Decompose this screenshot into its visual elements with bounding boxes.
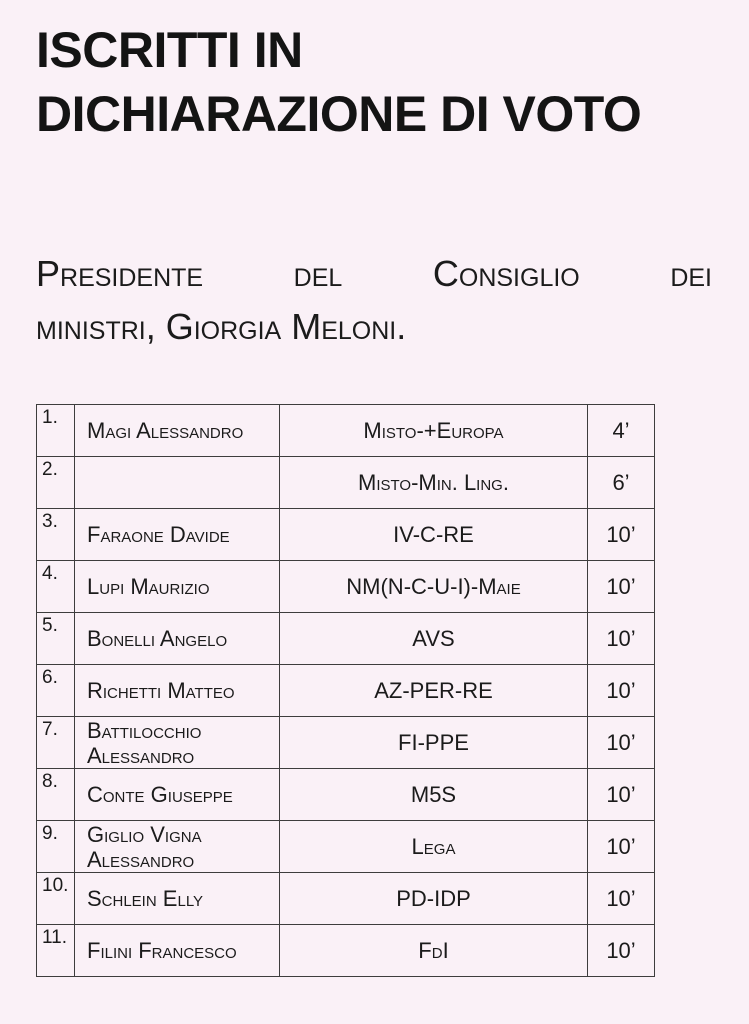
subtitle-line-1: Presidente del Consiglio dei [36,253,712,294]
table-row [37,925,655,977]
subtitle [36,247,712,353]
table-row [37,613,655,665]
table-row [37,561,655,613]
row-number: 6. [37,665,75,717]
row-number: 7. [37,717,75,769]
speaker-name: Giglio Vigna Alessandro [75,821,280,873]
speaking-time: 10’ [588,769,655,821]
speaker-name: Magi Alessandro [75,405,280,457]
parliamentary-group: FdI [280,925,588,977]
table-row [37,769,655,821]
speaking-time: 10’ [588,509,655,561]
row-number: 10. [37,873,75,925]
title-line-2: DICHIARAZIONE DI VOTO [36,86,642,142]
speaker-name: Conte Giuseppe [75,769,280,821]
row-number: 4. [37,561,75,613]
speaker-name: Faraone Davide [75,509,280,561]
parliamentary-group: IV-C-RE [280,509,588,561]
parliamentary-group: AZ-PER-RE [280,665,588,717]
table-row [37,821,655,873]
speaking-time: 10’ [588,717,655,769]
speaker-name [75,457,280,509]
subtitle-line-2: ministri, Giorgia Meloni. [36,306,407,347]
speaker-name: Bonelli Angelo [75,613,280,665]
table-row [37,457,655,509]
speaking-time: 10’ [588,613,655,665]
row-number: 8. [37,769,75,821]
row-number: 1. [37,405,75,457]
speaker-name: Lupi Maurizio [75,561,280,613]
row-number: 11. [37,925,75,977]
parliamentary-group: Misto-Min. Ling. [280,457,588,509]
row-number: 2. [37,457,75,509]
table-row [37,665,655,717]
speaking-time: 10’ [588,561,655,613]
speaker-name: Schlein Elly [75,873,280,925]
parliamentary-group: Misto-+Europa [280,405,588,457]
table-row [37,509,655,561]
table-row [37,873,655,925]
parliamentary-group: NM(N-C-U-I)-Maie [280,561,588,613]
table-row [37,717,655,769]
speaker-name: Filini Francesco [75,925,280,977]
row-number: 3. [37,509,75,561]
speakers-table [36,404,655,977]
table-row [37,405,655,457]
speaker-name: Battilocchio Alessandro [75,717,280,769]
speaking-time: 10’ [588,873,655,925]
speaking-time: 6’ [588,457,655,509]
parliamentary-group: M5S [280,769,588,821]
parliamentary-group: AVS [280,613,588,665]
speaking-time: 10’ [588,665,655,717]
title-line-1: ISCRITTI IN [36,22,303,78]
page-title [36,18,641,146]
speaker-name: Richetti Matteo [75,665,280,717]
parliamentary-group: FI-PPE [280,717,588,769]
row-number: 9. [37,821,75,873]
speaking-time: 4’ [588,405,655,457]
parliamentary-group: PD-IDP [280,873,588,925]
speaking-time: 10’ [588,821,655,873]
speaking-time: 10’ [588,925,655,977]
parliamentary-group: Lega [280,821,588,873]
row-number: 5. [37,613,75,665]
